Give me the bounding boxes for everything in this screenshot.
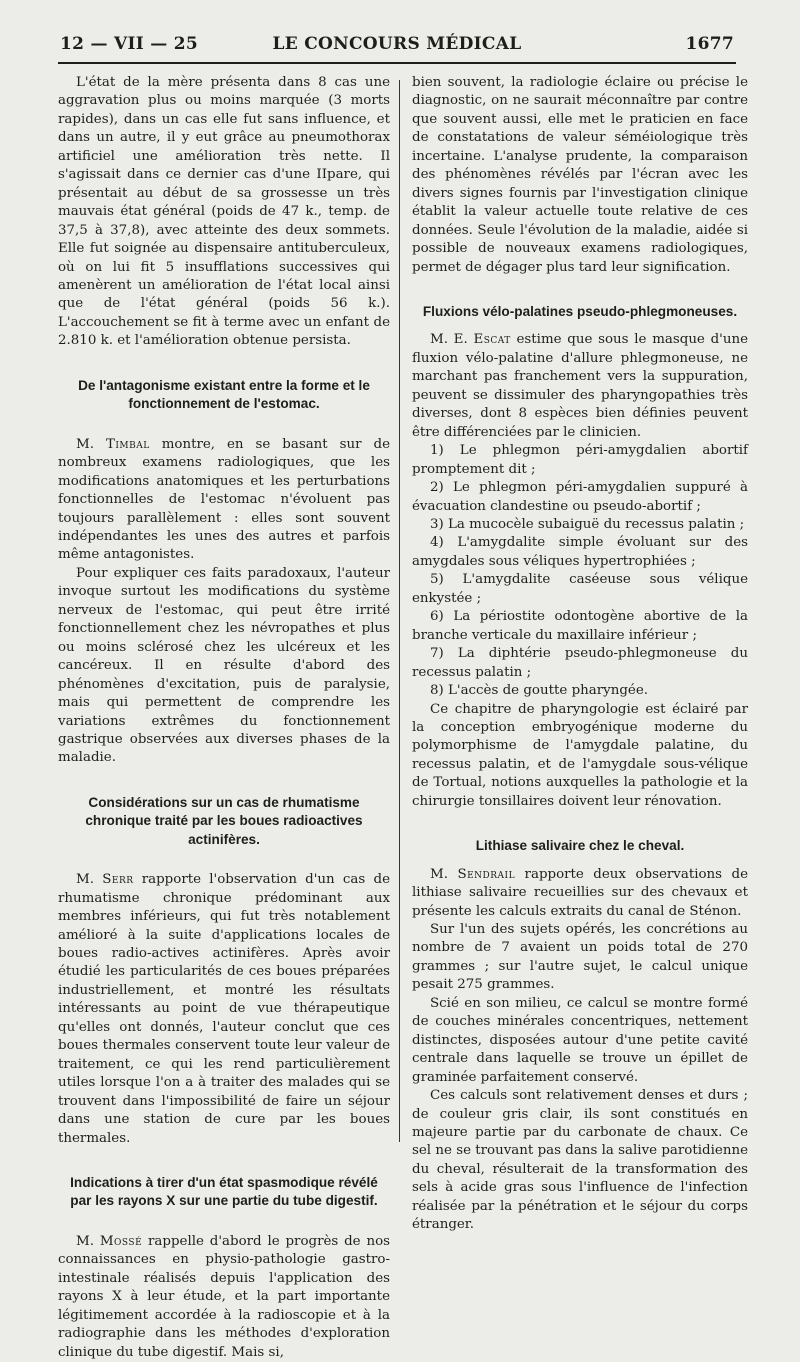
column-divider <box>399 80 400 1142</box>
author-name: Serr <box>102 872 134 888</box>
list-item: 2) Le phlegmon péri-amygdalien suppuré à évacuation clandestine ou pseudo-abortif ; <box>412 480 748 514</box>
journal-title: LE CONCOURS MÉDICAL <box>272 34 522 54</box>
page-header <box>60 34 734 60</box>
list-item: 6) La périostite odontogène abortive de la branche verticale du maxillaire inférieur ; <box>412 609 748 643</box>
section-paragraph: M. Sendrail rapporte deux observations de lithiase salivaire recueillies sur des chevaux et présente les calculs extraits du canal de Sténon. <box>412 866 748 919</box>
section-paragraph: M. E. Escat estime que sous le masque d'une fluxion vélo-palatine d'allure phlegmoneuse, ne marchant pas franchement vers la suppuration, peuvent se dissimuler des pharyngopathies très diverses, dont 8 espèces bien définies peuvent être différenciées par le clinicien. <box>412 332 749 440</box>
continuation-paragraph: bien souvent, la radiologie éclaire ou précise le diagnostic, on ne saurait méconnaître par contre que souvent aussi, elle met le praticien en face de constatations de valeur séméiologique très incertaine. L'analyse prudente, la comparaison des phénomènes révélés par l'écran avec les divers signes fournis par l'investigation clinique établit la valeur actuelle toute relative de ces données. Seule l'évolution de la maladie, aidée si possible de nouveaux examens radiologiques, permet de dégager plus tard leur signification. <box>412 75 748 275</box>
section-paragraph: Ce chapitre de pharyngologie est éclairé par la conception embryogénique moderne du polymorphisme de l'amygdale palatine, du recessus palatin, et de l'amygdale sous-vélique de Tortual, notions auxquelles la pathologie et la chirurgie tonsillaires doivent leur rénovation. <box>412 701 748 809</box>
left-column <box>58 74 390 1362</box>
list-item: 5) L'amygdalite caséeuse sous vélique enkystée ; <box>412 572 748 606</box>
section-paragraph: Sur l'un des sujets opérés, les concrétions au nombre de 7 avaient un poids total de 270 grammes ; sur l'autre sujet, le calcul unique pesait 275 grammes. <box>412 922 748 993</box>
issue-date: 12 — VII — 25 <box>60 34 198 54</box>
section-title-lithiase: Lithiase salivaire chez le cheval. <box>475 838 685 854</box>
intro-paragraph: L'état de la mère présenta dans 8 cas une aggravation plus ou moins marquée (3 morts rapides), dans un cas elle fut sans influence, et dans un autre, il y eut grâce au pneumothorax artificiel une amélioration très nette. Il s'agissait dans ce dernier cas d'une IIpare, qui présentait au début de sa grossesse un très mauvais état général (poids de 47 k., temp. de 37,5 à 37,8), avec atteinte des deux sommets. Elle fut soignée au dispensaire antituberculeux, où on lui fit 5 insufflations successives qui amenèrent un amélioration de l'état local ainsi que de l'état général (poids 56 k.). L'accouchement se fit à terme avec un enfant de 2.810 k. et l'amélioration obtenue persista. <box>58 75 390 349</box>
section-paragraph: Pour expliquer ces faits paradoxaux, l'auteur invoque surtout les modifications du système nerveux de l'estomac, qui peut être irrité fonctionnellement chez les névropathes et plus ou moins sclérosé chez les ulcéreux et les cancéreux. Il en résulte d'abord des phénomènes d'excitation, puis de paralysie, mais qui permettent de comprendre les variations extrêmes du fonctionnement gastrique observées aux diverses phases de la maladie. <box>58 565 390 766</box>
list-item: 7) La diphtérie pseudo-phlegmoneuse du recessus palatin ; <box>412 646 748 680</box>
author-name: Sendrail <box>457 866 516 882</box>
list-item: 3) La mucocèle subaiguë du recessus palatin ; <box>430 516 745 532</box>
section-paragraph: M. Serr rapporte l'observation d'un cas de rhumatisme chronique prédominant aux membres inférieurs, qui fut très notablement amélioré à la suite d'applications locales de boues radio-actives actinifères. Après avoir étudié les particularités de ces boues préparées industriellement, et montré les résultats intéressants au point de vue thérapeutique qu'elles ont donnés, l'auteur conclut que ces boues thermales conservent toute leur valeur de traitement, ce qui les rend particulièrement utiles lorsque l'on a à traiter des malades qui se trouvent dans l'impossibilité de faire un séjour dans une station de cure par les boues thermales. <box>58 872 390 1146</box>
author-name: Mossé <box>99 1233 143 1249</box>
list-item: 1) Le phlegmon péri-amygdalien abortif promptement dit ; <box>412 443 748 477</box>
section-paragraph: Scié en son milieu, ce calcul se montre formé de couches minérales concentriques, nettement distinctes, disposées autour d'une petite cavité centrale dans laquelle se trouve un épillet de graminée parfaitement conservé. <box>412 995 748 1085</box>
section-title-spasmodique: Indications à tirer d'un état spasmodique révélé par les rayons X sur une partie du tube digestif. <box>70 1175 378 1209</box>
right-column <box>412 74 748 1235</box>
section-title-estomac: De l'antagonisme existant entre la forme et le fonctionnement de l'estomac. <box>78 377 370 412</box>
section-paragraph: M. Timbal montre, en se basant sur de nombreux examens radiologiques, que les modifications anatomiques et les perturbations fonctionnelles de l'estomac n'évoluent pas toujours parallèlement : elles sont souvent indépendantes les unes des autres et parfois même antagonistes. <box>58 436 390 563</box>
author-name: Escat <box>473 332 511 348</box>
list-item: 4) L'amygdalite simple évoluant sur des amygdales sous véliques hypertrophiées ; <box>412 535 748 569</box>
section-title-rhumatisme: Considérations sur un cas de rhumatisme chronique traité par les boues radioactives actinifères. <box>85 794 363 847</box>
author-name: Timbal <box>105 436 150 452</box>
page-number: 1677 <box>685 34 734 54</box>
list-item: 8) L'accès de goutte pharyngée. <box>430 683 649 699</box>
section-paragraph: M. Mossé rappelle d'abord le progrès de nos connaissances en physio-pathologie gastro-intestinale réalisés depuis l'application des rayons X à leur étude, et la part importante légitimement accordée à la radioscopie et à la radiographie dans les méthodes d'exploration clinique du tube digestif. Mais si, <box>58 1233 391 1360</box>
header-rule <box>58 62 736 64</box>
section-paragraph: Ces calculs sont relativement denses et durs ; de couleur gris clair, ils sont constitués en majeure partie par du carbonate de chaux. Ce sel ne se trouvant pas dans la salive parotidienne du cheval, résulterait de la transformation des sels à acide gras sous l'influence de l'infection réalisée par la pénétration et le séjour du corps étranger. <box>412 1088 748 1233</box>
section-title-fluxions: Fluxions vélo-palatines pseudo-phlegmoneuses. <box>422 303 738 319</box>
